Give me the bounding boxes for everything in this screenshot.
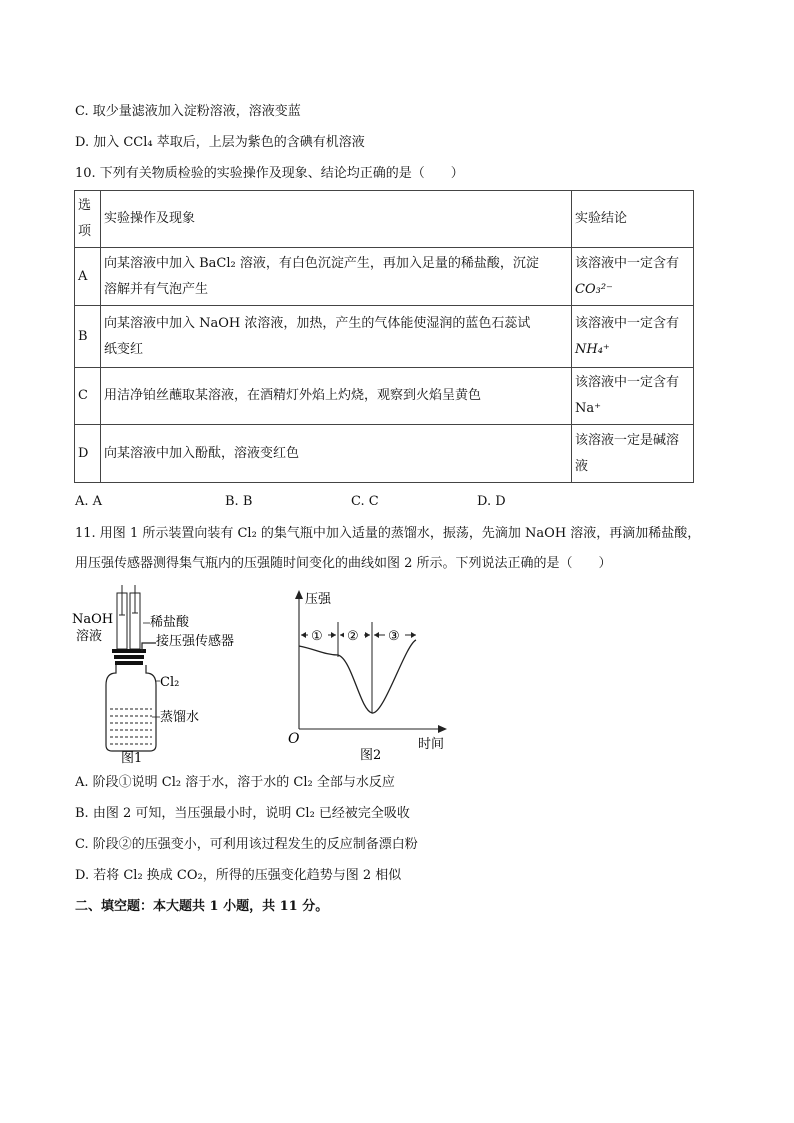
header-conclusion: 实验结论: [572, 191, 694, 248]
conclusion-line: 液: [575, 458, 589, 474]
row-option: A: [75, 248, 101, 306]
row-option: B: [75, 306, 101, 368]
q9-option-d: D. 加入 CCl₄ 萃取后，上层为紫色的含碘有机溶液: [75, 135, 365, 150]
table-row: [75, 248, 694, 306]
syringe-naoh-icon: [117, 585, 127, 649]
q10-answer-options: [75, 494, 675, 512]
label-solution: 溶液: [76, 629, 103, 644]
x-axis-arrow-icon: [438, 725, 447, 733]
row-conclusion: [572, 306, 694, 368]
q11-option-a: A. 阶段①说明 Cl₂ 溶于水，溶于水的 Cl₂ 全部与水反应: [75, 775, 395, 790]
row-option: D: [75, 425, 101, 483]
row-operation: [101, 306, 572, 368]
table-row: [75, 368, 694, 425]
answer-option-c: C. C: [351, 494, 379, 509]
header-operation: 实验操作及现象: [101, 191, 572, 248]
table-row: [75, 425, 694, 483]
figure-2-caption: 图2: [360, 748, 382, 763]
answer-option-d: D. D: [477, 494, 506, 509]
label-water: 蒸馏水: [160, 710, 200, 725]
gas-bottle-icon: [106, 665, 156, 751]
q9-option-c: C. 取少量滤液加入淀粉溶液，溶液变蓝: [75, 104, 301, 119]
stage-1-label: ①: [311, 629, 323, 644]
section-2-title: 二、填空题：本大题共 1 小题，共 11 分。: [75, 899, 329, 914]
table-header-row: [75, 191, 694, 248]
row-operation: [101, 248, 572, 306]
row-conclusion: [572, 368, 694, 425]
label-naoh: NaOH: [72, 612, 114, 627]
q11-stem-line2: 用压强传感器测得集气瓶内的压强随时间变化的曲线如图 2 所示。下列说法正确的是（ ）: [75, 556, 612, 571]
label-cl2: Cl₂: [160, 675, 180, 690]
conclusion-line: 该溶液中一定含有: [575, 315, 680, 331]
row-operation: 用洁净铂丝蘸取某溶液，在酒精灯外焰上灼烧，观察到火焰呈黄色: [101, 368, 572, 425]
table-row: [75, 306, 694, 368]
syringe-hcl-icon: [130, 585, 140, 649]
figure-1-caption: 图1: [121, 751, 143, 766]
y-axis-arrow-icon: [295, 590, 303, 599]
stopper-icon: [112, 649, 146, 665]
pressure-curve: [299, 640, 416, 713]
conclusion-line: 该溶液中一定含有: [575, 255, 680, 271]
row-conclusion: [572, 248, 694, 306]
q10-stem: 10. 下列有关物质检验的实验操作及现象、结论均正确的是（ ）: [75, 166, 464, 181]
q11-option-d: D. 若将 Cl₂ 换成 CO₂，所得的压强变化趋势与图 2 相似: [75, 868, 402, 883]
operation-line: 溶解并有气泡产生: [104, 281, 209, 297]
answer-option-b: B. B: [225, 494, 253, 509]
operation-line: 向某溶液中加入 NaOH 浓溶液，加热，产生的气体能使湿润的蓝色石蕊试: [104, 315, 531, 331]
conclusion-line: 该溶液中一定含有: [575, 375, 680, 390]
stage-2-label: ②: [347, 629, 359, 644]
label-hcl: 稀盐酸: [150, 615, 190, 630]
operation-line: 向某溶液中加入 BaCl₂ 溶液，有白色沉淀产生，再加入足量的稀盐酸，沉淀: [104, 255, 539, 271]
water-dashes-icon: [110, 709, 152, 744]
answer-option-a: A. A: [75, 494, 103, 509]
operation-line: 纸变红: [104, 341, 144, 357]
header-option: 选项: [75, 191, 101, 248]
x-axis-label: 时间: [418, 737, 445, 752]
conclusion-ion: NH₄⁺: [575, 341, 610, 357]
figure-1-apparatus: [70, 585, 260, 770]
q11-stem-line1: 11. 用图 1 所示装置向装有 Cl₂ 的集气瓶中加入适量的蒸馏水，振荡，先滴加 NaOH 溶液，再滴加稀盐酸，: [75, 526, 701, 541]
row-conclusion: [572, 425, 694, 483]
q11-option-b: B. 由图 2 可知，当压强最小时，说明 Cl₂ 已经被完全吸收: [75, 806, 410, 821]
conclusion-ion: CO₃²⁻: [575, 281, 613, 297]
figure-2-graph: [280, 585, 455, 770]
stage-3-label: ③: [388, 629, 400, 644]
row-operation: 向某溶液中加入酚酞，溶液变红色: [101, 425, 572, 483]
q11-option-c: C. 阶段②的压强变小，可利用该过程发生的反应制备漂白粉: [75, 837, 418, 852]
label-sensor: 接压强传感器: [156, 634, 235, 649]
q10-table: [74, 190, 694, 483]
conclusion-line: 该溶液一定是碱溶: [575, 432, 680, 448]
y-axis-label: 压强: [305, 592, 332, 607]
row-option: C: [75, 368, 101, 425]
origin-label: O: [288, 731, 300, 747]
conclusion-ion: Na⁺: [575, 401, 601, 416]
